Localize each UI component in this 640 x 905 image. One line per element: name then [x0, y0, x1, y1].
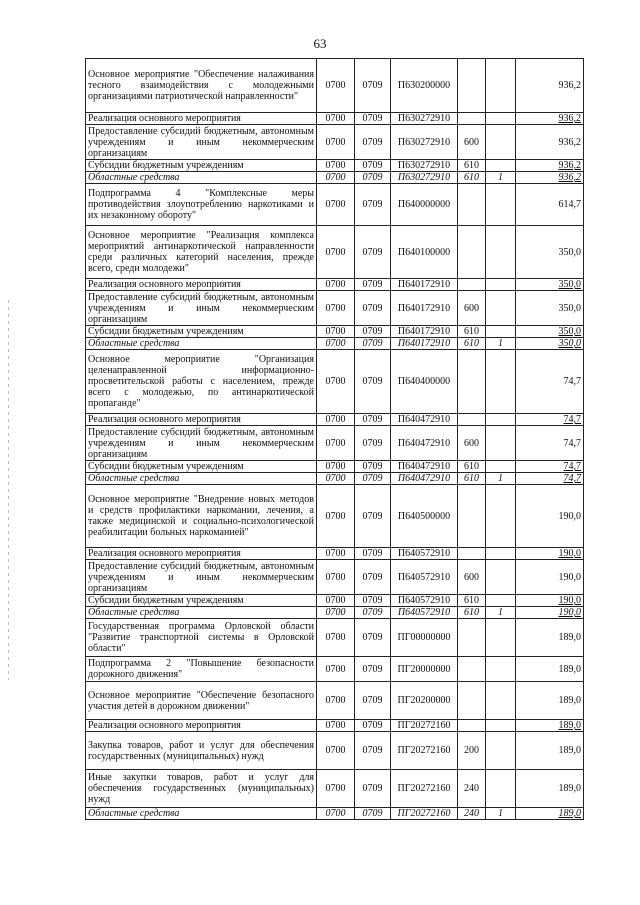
- table-row: [86, 607, 584, 619]
- row-funding-source: [486, 326, 516, 338]
- row-section-code: 0700: [317, 473, 355, 485]
- table-row: [86, 548, 584, 560]
- row-amount: 936,2: [516, 160, 584, 172]
- row-section-code: 0700: [317, 291, 355, 326]
- row-amount: 350,0: [516, 291, 584, 326]
- row-target-article: П640100000: [391, 226, 458, 279]
- table-row: [86, 682, 584, 720]
- row-expense-type: 610: [458, 607, 486, 619]
- row-target-article: П630272910: [391, 172, 458, 184]
- row-target-article: ПГ20200000: [391, 682, 458, 720]
- row-target-article: П640472910: [391, 414, 458, 426]
- table-row: [86, 172, 584, 184]
- row-name: Государственная программа Орловской области "Развитие транспортной системы в Орловской области": [86, 619, 317, 657]
- row-expense-type: [458, 485, 486, 548]
- row-section-code: 0700: [317, 485, 355, 548]
- row-target-article: П640172910: [391, 291, 458, 326]
- row-subsection-code: 0709: [355, 548, 391, 560]
- row-section-code: 0700: [317, 607, 355, 619]
- row-subsection-code: 0709: [355, 326, 391, 338]
- row-funding-source: [486, 414, 516, 426]
- row-expense-type: 610: [458, 326, 486, 338]
- row-name: Реализация основного мероприятия: [86, 113, 317, 125]
- row-funding-source: [486, 226, 516, 279]
- row-amount: 614,7: [516, 184, 584, 226]
- row-section-code: 0700: [317, 160, 355, 172]
- row-amount: 74,7: [516, 414, 584, 426]
- row-name: Субсидии бюджетным учреждениям: [86, 595, 317, 607]
- row-subsection-code: 0709: [355, 770, 391, 808]
- row-expense-type: [458, 682, 486, 720]
- row-amount: 189,0: [516, 732, 584, 770]
- row-expense-type: [458, 548, 486, 560]
- row-expense-type: 600: [458, 560, 486, 595]
- row-amount: 189,0: [516, 720, 584, 732]
- row-subsection-code: 0709: [355, 619, 391, 657]
- row-subsection-code: 0709: [355, 560, 391, 595]
- row-funding-source: [486, 461, 516, 473]
- row-subsection-code: 0709: [355, 338, 391, 350]
- row-name: Реализация основного мероприятия: [86, 548, 317, 560]
- row-funding-source: [486, 548, 516, 560]
- row-amount: 189,0: [516, 682, 584, 720]
- row-expense-type: 610: [458, 461, 486, 473]
- row-subsection-code: 0709: [355, 682, 391, 720]
- row-funding-source: [486, 350, 516, 414]
- row-amount: 936,2: [516, 172, 584, 184]
- row-expense-type: [458, 619, 486, 657]
- table-row: [86, 291, 584, 326]
- row-target-article: ПГ20272160: [391, 732, 458, 770]
- row-amount: 190,0: [516, 607, 584, 619]
- row-section-code: 0700: [317, 184, 355, 226]
- row-section-code: 0700: [317, 226, 355, 279]
- row-amount: 190,0: [516, 485, 584, 548]
- row-section-code: 0700: [317, 59, 355, 113]
- row-expense-type: 600: [458, 291, 486, 326]
- row-section-code: 0700: [317, 682, 355, 720]
- table-row: [86, 595, 584, 607]
- row-name: Основное мероприятие "Обеспечение налаживания тесного взаимодействия с молодежными организациями патриотической направленности": [86, 59, 317, 113]
- row-funding-source: [486, 160, 516, 172]
- row-funding-source: [486, 279, 516, 291]
- row-section-code: 0700: [317, 548, 355, 560]
- row-name: Реализация основного мероприятия: [86, 720, 317, 732]
- table-row: [86, 414, 584, 426]
- row-expense-type: 610: [458, 172, 486, 184]
- row-target-article: П640400000: [391, 350, 458, 414]
- table-row: [86, 113, 584, 125]
- row-amount: 936,2: [516, 125, 584, 160]
- row-section-code: 0700: [317, 808, 355, 820]
- row-funding-source: 1: [486, 473, 516, 485]
- row-section-code: 0700: [317, 720, 355, 732]
- row-name: Предоставление субсидий бюджетным, автономным учреждениям и иным некоммерческим организациям: [86, 426, 317, 461]
- row-name: Областные средства: [86, 473, 317, 485]
- row-expense-type: [458, 59, 486, 113]
- row-funding-source: [486, 113, 516, 125]
- row-funding-source: 1: [486, 338, 516, 350]
- row-amount: 74,7: [516, 473, 584, 485]
- table-row: [86, 160, 584, 172]
- row-name: Областные средства: [86, 172, 317, 184]
- row-expense-type: 240: [458, 808, 486, 820]
- row-subsection-code: 0709: [355, 172, 391, 184]
- table-row: [86, 184, 584, 226]
- row-name: Основное мероприятие "Реализация комплекса мероприятий антинаркотической направленности среди различных категорий населения, прежде всего, среди молодежи": [86, 226, 317, 279]
- row-amount: 190,0: [516, 595, 584, 607]
- row-amount: 936,2: [516, 59, 584, 113]
- row-name: Предоставление субсидий бюджетным, автономным учреждениям и иным некоммерческим организациям: [86, 560, 317, 595]
- row-subsection-code: 0709: [355, 291, 391, 326]
- row-subsection-code: 0709: [355, 414, 391, 426]
- row-funding-source: [486, 770, 516, 808]
- row-funding-source: [486, 720, 516, 732]
- row-name: Субсидии бюджетным учреждениям: [86, 160, 317, 172]
- row-expense-type: 200: [458, 732, 486, 770]
- row-funding-source: [486, 682, 516, 720]
- row-name: Реализация основного мероприятия: [86, 414, 317, 426]
- row-subsection-code: 0709: [355, 461, 391, 473]
- row-amount: 189,0: [516, 657, 584, 682]
- table-row: [86, 657, 584, 682]
- row-target-article: П640172910: [391, 326, 458, 338]
- row-expense-type: 610: [458, 473, 486, 485]
- row-section-code: 0700: [317, 113, 355, 125]
- row-section-code: 0700: [317, 125, 355, 160]
- row-section-code: 0700: [317, 657, 355, 682]
- row-section-code: 0700: [317, 326, 355, 338]
- row-target-article: П640000000: [391, 184, 458, 226]
- row-expense-type: 600: [458, 426, 486, 461]
- row-expense-type: 600: [458, 125, 486, 160]
- row-amount: 189,0: [516, 808, 584, 820]
- row-subsection-code: 0709: [355, 350, 391, 414]
- row-expense-type: 610: [458, 338, 486, 350]
- row-amount: 350,0: [516, 326, 584, 338]
- row-target-article: П640172910: [391, 338, 458, 350]
- row-name: Подпрограмма 4 "Комплексные меры противодействия злоупотреблению наркотиками и их незаконному обороту": [86, 184, 317, 226]
- row-target-article: П640472910: [391, 473, 458, 485]
- table-row: [86, 125, 584, 160]
- scan-edge-mark: [8, 300, 9, 680]
- row-name: Субсидии бюджетным учреждениям: [86, 326, 317, 338]
- row-subsection-code: 0709: [355, 485, 391, 548]
- table-row: [86, 426, 584, 461]
- row-target-article: ПГ00000000: [391, 619, 458, 657]
- row-section-code: 0700: [317, 426, 355, 461]
- row-section-code: 0700: [317, 732, 355, 770]
- row-expense-type: [458, 414, 486, 426]
- row-subsection-code: 0709: [355, 720, 391, 732]
- table-row: [86, 560, 584, 595]
- row-expense-type: [458, 350, 486, 414]
- row-amount: 350,0: [516, 279, 584, 291]
- row-section-code: 0700: [317, 770, 355, 808]
- row-expense-type: [458, 184, 486, 226]
- row-subsection-code: 0709: [355, 59, 391, 113]
- table-row: [86, 326, 584, 338]
- row-expense-type: [458, 720, 486, 732]
- row-expense-type: [458, 226, 486, 279]
- row-funding-source: [486, 595, 516, 607]
- row-funding-source: 1: [486, 808, 516, 820]
- row-expense-type: 610: [458, 160, 486, 172]
- row-target-article: П640572910: [391, 548, 458, 560]
- row-expense-type: [458, 113, 486, 125]
- row-amount: 936,2: [516, 113, 584, 125]
- row-amount: 74,7: [516, 350, 584, 414]
- row-amount: 350,0: [516, 226, 584, 279]
- row-amount: 350,0: [516, 338, 584, 350]
- row-section-code: 0700: [317, 338, 355, 350]
- row-subsection-code: 0709: [355, 808, 391, 820]
- table-row: [86, 732, 584, 770]
- row-name: Областные средства: [86, 338, 317, 350]
- row-name: Предоставление субсидий бюджетным, автономным учреждениям и иным некоммерческим организациям: [86, 291, 317, 326]
- row-section-code: 0700: [317, 172, 355, 184]
- table-row: [86, 720, 584, 732]
- row-target-article: П630272910: [391, 113, 458, 125]
- row-funding-source: [486, 426, 516, 461]
- table-row: [86, 461, 584, 473]
- row-funding-source: [486, 184, 516, 226]
- row-funding-source: [486, 291, 516, 326]
- row-amount: 190,0: [516, 560, 584, 595]
- row-target-article: П640472910: [391, 461, 458, 473]
- row-section-code: 0700: [317, 461, 355, 473]
- row-target-article: П630200000: [391, 59, 458, 113]
- row-amount: 74,7: [516, 461, 584, 473]
- table-row: [86, 473, 584, 485]
- row-target-article: П640172910: [391, 279, 458, 291]
- row-target-article: ПГ20272160: [391, 720, 458, 732]
- row-subsection-code: 0709: [355, 607, 391, 619]
- row-target-article: ПГ20272160: [391, 770, 458, 808]
- row-subsection-code: 0709: [355, 279, 391, 291]
- row-funding-source: [486, 125, 516, 160]
- row-amount: 189,0: [516, 619, 584, 657]
- row-funding-source: 1: [486, 607, 516, 619]
- row-amount: 190,0: [516, 548, 584, 560]
- table-row: [86, 226, 584, 279]
- budget-table: [85, 58, 584, 820]
- row-target-article: П640572910: [391, 595, 458, 607]
- row-name: Областные средства: [86, 607, 317, 619]
- row-subsection-code: 0709: [355, 125, 391, 160]
- table-row: [86, 59, 584, 113]
- row-expense-type: [458, 279, 486, 291]
- row-name: Основное мероприятие "Обеспечение безопасного участия детей в дорожном движении": [86, 682, 317, 720]
- row-subsection-code: 0709: [355, 732, 391, 770]
- row-name: Основное мероприятие "Организация целенаправленной информационно-просветительской работы с населением, прежде всего с молодежью, по антинаркотической пропаганде": [86, 350, 317, 414]
- row-funding-source: 1: [486, 172, 516, 184]
- row-expense-type: 610: [458, 595, 486, 607]
- row-target-article: ПГ20000000: [391, 657, 458, 682]
- row-funding-source: [486, 619, 516, 657]
- row-section-code: 0700: [317, 595, 355, 607]
- row-subsection-code: 0709: [355, 113, 391, 125]
- row-section-code: 0700: [317, 560, 355, 595]
- row-funding-source: [486, 560, 516, 595]
- row-subsection-code: 0709: [355, 595, 391, 607]
- row-name: Подпрограмма 2 "Повышение безопасности дорожного движения": [86, 657, 317, 682]
- row-target-article: ПГ20272160: [391, 808, 458, 820]
- table-row: [86, 350, 584, 414]
- row-target-article: П640472910: [391, 426, 458, 461]
- table-row: [86, 279, 584, 291]
- row-subsection-code: 0709: [355, 226, 391, 279]
- row-section-code: 0700: [317, 350, 355, 414]
- row-subsection-code: 0709: [355, 426, 391, 461]
- row-name: Областные средства: [86, 808, 317, 820]
- row-target-article: П640572910: [391, 560, 458, 595]
- row-amount: 189,0: [516, 770, 584, 808]
- table-row: [86, 770, 584, 808]
- row-name: Основное мероприятие "Внедрение новых методов и средств профилактики наркомании, лечения, а также медицинской и социально-психологической реабилитации больных наркоманией": [86, 485, 317, 548]
- row-name: Закупка товаров, работ и услуг для обеспечения государственных (муниципальных) нужд: [86, 732, 317, 770]
- row-subsection-code: 0709: [355, 657, 391, 682]
- row-expense-type: [458, 657, 486, 682]
- row-name: Субсидии бюджетным учреждениям: [86, 461, 317, 473]
- row-amount: 74,7: [516, 426, 584, 461]
- row-subsection-code: 0709: [355, 473, 391, 485]
- table-row: [86, 808, 584, 820]
- row-section-code: 0700: [317, 619, 355, 657]
- row-funding-source: [486, 657, 516, 682]
- row-name: Предоставление субсидий бюджетным, автономным учреждениям и иным некоммерческим организациям: [86, 125, 317, 160]
- table-row: [86, 485, 584, 548]
- row-target-article: П640500000: [391, 485, 458, 548]
- row-funding-source: [486, 485, 516, 548]
- row-section-code: 0700: [317, 414, 355, 426]
- table-row: [86, 619, 584, 657]
- row-subsection-code: 0709: [355, 184, 391, 226]
- row-funding-source: [486, 59, 516, 113]
- row-subsection-code: 0709: [355, 160, 391, 172]
- row-expense-type: 240: [458, 770, 486, 808]
- row-funding-source: [486, 732, 516, 770]
- row-name: Иные закупки товаров, работ и услуг для обеспечения государственных (муниципальных) нужд: [86, 770, 317, 808]
- page-number: 63: [313, 36, 327, 51]
- row-name: Реализация основного мероприятия: [86, 279, 317, 291]
- row-section-code: 0700: [317, 279, 355, 291]
- row-target-article: П630272910: [391, 160, 458, 172]
- row-target-article: П630272910: [391, 125, 458, 160]
- table-row: [86, 338, 584, 350]
- row-target-article: П640572910: [391, 607, 458, 619]
